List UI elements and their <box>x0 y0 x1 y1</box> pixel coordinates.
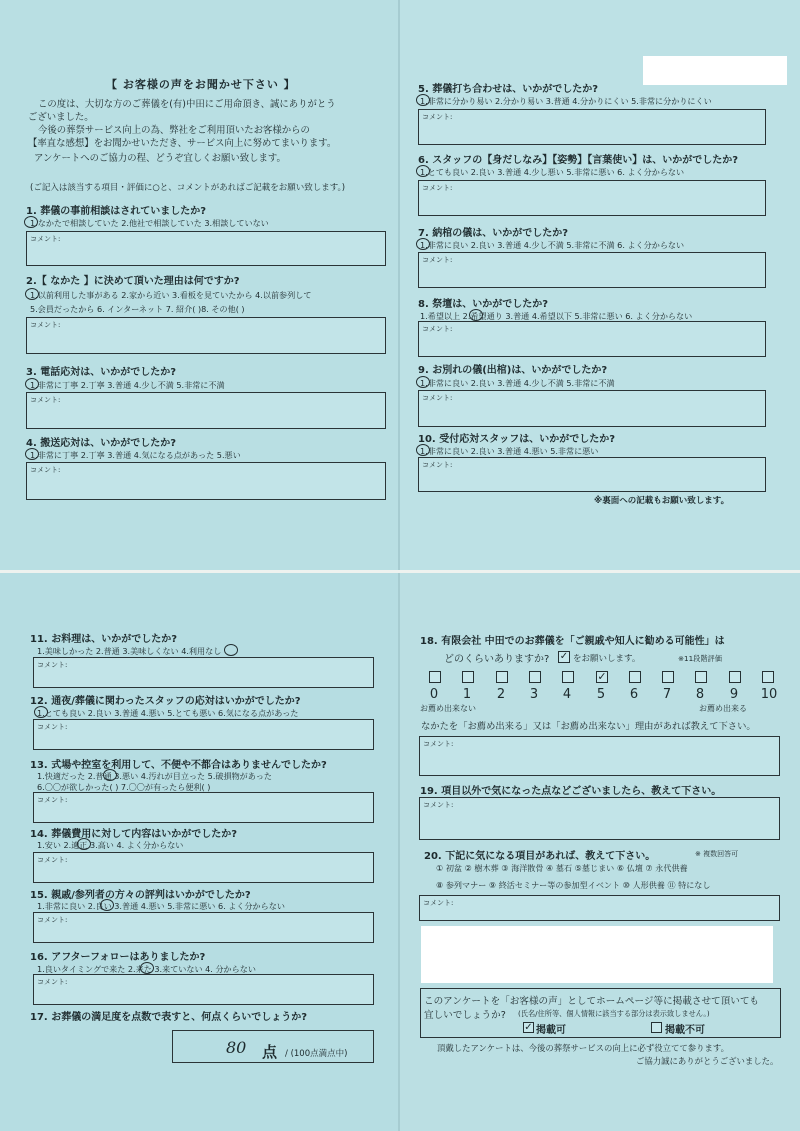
scale-number-1: 1 <box>462 687 472 702</box>
scale-checkbox-0[interactable] <box>429 671 441 683</box>
intro-line-2: ございました。 <box>28 112 94 123</box>
scale-number-10: 10 <box>760 687 778 702</box>
comment-label: コメント: <box>37 796 68 804</box>
comment-box-5[interactable] <box>418 109 766 145</box>
publish-deny-label: 掲載不可 <box>665 1025 705 1036</box>
score-value: 80 <box>226 1038 247 1057</box>
answer-circle <box>416 444 430 456</box>
question-9-options: 1.非常に良い 2.良い 3.普通 4.少し不満 5.非常に不満 <box>420 378 615 388</box>
question-2-options-1: 1.以前利用した事がある 2.家から近い 3.看板を見ていたから 4.以前参列して <box>30 290 312 300</box>
question-13: 13. 式場や控室を利用して、不便や不都合はありませんでしたか? <box>30 760 327 771</box>
question-18: 18. 有限会社 中田でのお葬儀を「ご親戚や知人に勧める可能性」は <box>420 636 725 647</box>
question-8: 8. 祭壇は、いかがでしたか? <box>418 299 549 310</box>
question-7: 7. 納棺の儀は、いかがでしたか? <box>418 228 569 239</box>
answer-circle <box>224 644 238 656</box>
comment-box-10[interactable] <box>418 457 766 492</box>
question-15: 15. 親戚/参列者の方々の評判はいかがでしたか? <box>30 890 251 901</box>
fold-line-vertical <box>398 0 400 1131</box>
scale-number-5: 5 <box>596 687 606 702</box>
comment-label: コメント: <box>30 396 61 404</box>
comment-label: コメント: <box>423 740 454 748</box>
comment-box-18[interactable] <box>419 736 780 776</box>
question-18-line-3: をお願いします。 <box>573 654 641 664</box>
question-12-options: 1.とても良い 2.良い 3.普通 4.悪い 5.とても悪い 6.気になる点があった <box>37 708 299 718</box>
scale-checkbox-7[interactable] <box>662 671 674 683</box>
answer-circle <box>100 899 114 911</box>
scale-number-2: 2 <box>496 687 506 702</box>
comment-label: コメント: <box>422 461 453 469</box>
question-11-options: 1.美味しかった 2.普通 3.美味しくない 4.利用なし <box>37 646 222 656</box>
question-7-options: 1.非常に良い 2.良い 3.普通 4.少し不満 5.非常に不満 6. よく分からない <box>420 240 685 250</box>
comment-box-16[interactable] <box>33 974 374 1005</box>
answer-circle <box>25 448 39 460</box>
instruction-note: (ご記入は該当する項目・評価に○と、コメントがあればご記載をお願い致します。) <box>30 183 346 193</box>
question-10-options: 1.非常に良い 2.良い 3.普通 4.悪い 5.非常に悪い <box>420 446 599 456</box>
scale-number-8: 8 <box>695 687 705 702</box>
question-20-options-2: ⑧ 参列マナー ⑨ 終活セミナー等の参加型イベント ⑩ 人形供養 ⑪ 特になし <box>436 880 711 890</box>
comment-label: コメント: <box>423 801 454 809</box>
comment-box-2[interactable] <box>26 317 386 354</box>
publish-line-3: (氏名/住所等、個人情報に該当する部分は表示致しません。) <box>518 1009 710 1018</box>
comment-box-6[interactable] <box>418 180 766 216</box>
publish-line-1: このアンケートを「お客様の声」としてホームページ等に掲載させて頂いても <box>424 996 760 1007</box>
comment-label: コメント: <box>422 325 453 333</box>
question-15-options: 1.非常に良い 2.良い 3.普通 4.悪い 5.非常に悪い 6. よく分からない <box>37 901 285 911</box>
comment-label: コメント: <box>37 723 68 731</box>
comment-label: コメント: <box>37 978 68 986</box>
publish-deny-checkbox[interactable] <box>651 1022 662 1033</box>
question-17: 17. お葬儀の満足度を点数で表すと、何点くらいでしょうか? <box>30 1012 307 1023</box>
question-6: 6. スタッフの【身だしなみ】【姿勢】【言葉使い】は、いかがでしたか? <box>418 155 739 166</box>
question-19: 19. 項目以外で気になった点などございましたら、教えて下さい。 <box>420 786 722 797</box>
scale-checkbox-4[interactable] <box>562 671 574 683</box>
fold-line-horizontal <box>0 570 800 573</box>
comment-label: コメント: <box>37 916 68 924</box>
intro-line-3: 今後の葬祭サービス向上の為、弊社をご利用頂いたお客様からの <box>38 125 310 136</box>
scale-checkbox-8[interactable] <box>695 671 707 683</box>
comment-box-1[interactable] <box>26 231 386 266</box>
score-note: / (100点満点中) <box>285 1049 348 1059</box>
comment-box-7[interactable] <box>418 252 766 288</box>
redacted-area <box>421 926 773 983</box>
scale-number-4: 4 <box>562 687 572 702</box>
scale-checkbox-3[interactable] <box>529 671 541 683</box>
thanks-line-2: ご協力誠にありがとうございました。 <box>636 1056 779 1066</box>
question-2-options-2: 5.会員だったから 6. インターネット 7. 紹介( )8. その他( ) <box>30 304 245 314</box>
question-1: 1. 葬儀の事前相談はされていましたか? <box>26 206 207 217</box>
question-3-options: 1.非常に丁寧 2.丁寧 3.普通 4.少し不満 5.非常に不満 <box>30 380 225 390</box>
question-12: 12. 通夜/葬儀に関わったスタッフの応対はいかがでしたか? <box>30 696 301 707</box>
publish-allow-label: 掲載可 <box>536 1025 566 1036</box>
scale-high-label: お薦め出来る <box>699 704 747 713</box>
scale-note: ※11段階評価 <box>678 654 722 663</box>
thanks-line-1: 頂戴したアンケートは、今後の葬祭サービスの向上に必ず役立てて参ります。 <box>437 1043 729 1053</box>
intro-line-4: 【率直な感想】をお聞かせいただき、サービス向上に努めてまいります。 <box>28 138 337 149</box>
question-20-note: ※ 複数回答可 <box>695 850 739 858</box>
question-4: 4. 搬送応対は、いかがでしたか? <box>26 438 177 449</box>
intro-line-5: アンケートへのご協力の程、どうぞ宜しくお願い致します。 <box>34 153 286 164</box>
comment-label: コメント: <box>37 856 68 864</box>
scale-checkbox-1[interactable] <box>462 671 474 683</box>
comment-box-3[interactable] <box>26 392 386 429</box>
answer-circle <box>25 288 39 300</box>
question-11: 11. お料理は、いかがでしたか? <box>30 634 177 645</box>
answer-circle <box>25 378 39 390</box>
comment-label: コメント: <box>30 235 61 243</box>
scale-checkbox-5[interactable]: ✓ <box>597 670 607 683</box>
comment-box-13[interactable] <box>33 792 374 823</box>
question-5-options: 1.非常に分かり易い 2.分かり易い 3.普通 4.分かりにくい 5.非常に分かりにくい <box>420 96 712 106</box>
comment-box-14[interactable] <box>33 852 374 883</box>
scale-checkbox-10[interactable] <box>762 671 774 683</box>
scale-low-label: お薦め出来ない <box>420 704 476 713</box>
question-16-options: 1.良いタイミングで来た 2.来た 3.来ていない 4. 分からない <box>37 964 256 974</box>
check-sample-box: ✓ <box>559 651 569 662</box>
question-8-options: 1.希望以上 2.希望通り 3.普通 4.希望以下 5.非常に悪い 6. よく分からない <box>420 311 693 321</box>
comment-label: コメント: <box>422 184 453 192</box>
comment-box-19[interactable] <box>419 797 780 840</box>
answer-circle <box>34 706 48 718</box>
comment-box-12[interactable] <box>33 719 374 750</box>
back-side-note: ※裏面への記載もお願い致します。 <box>594 496 730 506</box>
scale-number-3: 3 <box>529 687 539 702</box>
answer-circle <box>103 769 117 781</box>
scale-number-0: 0 <box>429 687 439 702</box>
question-16: 16. アフターフォローはありましたか? <box>30 952 206 963</box>
question-9: 9. お別れの儀(出棺)は、いかがでしたか? <box>418 365 608 376</box>
comment-box-15[interactable] <box>33 912 374 943</box>
answer-circle <box>416 238 430 250</box>
question-1-options: 1.なかたで相談していた 2.他社で相談していた 3.相談していない <box>30 218 269 228</box>
comment-label: コメント: <box>422 113 453 121</box>
scale-number-6: 6 <box>629 687 639 702</box>
score-unit: 点 <box>262 1043 278 1061</box>
publish-allow-checkbox[interactable]: ✓ <box>524 1022 533 1033</box>
comment-box-4[interactable] <box>26 462 386 500</box>
question-18-line-2: どのくらいありますか? <box>444 654 550 665</box>
scale-checkbox-9[interactable] <box>729 671 741 683</box>
comment-label: コメント: <box>423 899 454 907</box>
answer-circle <box>416 165 430 177</box>
comment-label: コメント: <box>422 256 453 264</box>
answer-circle <box>416 94 430 106</box>
answer-circle <box>140 962 154 974</box>
question-3: 3. 電話応対は、いかがでしたか? <box>26 367 177 378</box>
scale-number-9: 9 <box>729 687 739 702</box>
answer-circle <box>77 838 91 850</box>
question-14: 14. 葬儀費用に対して内容はいかがでしたか? <box>30 829 237 840</box>
question-10: 10. 受付応対スタッフは、いかがでしたか? <box>418 434 615 445</box>
comment-box-20[interactable] <box>419 895 780 921</box>
survey-title: 【 お客様の声をお聞かせ下さい 】 <box>106 78 296 91</box>
comment-label: コメント: <box>37 661 68 669</box>
answer-circle <box>416 376 430 388</box>
question-18-reason: なかたを「お薦め出来る」又は「お薦め出来ない」理由があれば教えて下さい。 <box>421 721 756 732</box>
scale-number-7: 7 <box>662 687 672 702</box>
scale-checkbox-2[interactable] <box>496 671 508 683</box>
question-6-options: 1.とても良い 2.良い 3.普通 4.少し悪い 5.非常に悪い 6. よく分からない <box>420 167 685 177</box>
question-2: 2.【 なかた 】に決めて頂いた理由は何ですか? <box>26 276 240 287</box>
intro-line-1: この度は、大切な方のご葬儀を(有)中田にご用命頂き、誠にありがとう <box>38 99 336 110</box>
answer-circle <box>469 309 483 321</box>
comment-label: コメント: <box>422 394 453 402</box>
question-13-options-1: 1.快適だった 2.普通 3.悪い 4.汚れが目立った 5.破損物があった <box>37 771 272 781</box>
comment-box-11[interactable] <box>33 657 374 688</box>
publish-line-2: 宜しいでしょうか? <box>424 1010 506 1021</box>
question-5: 5. 葬儀打ち合わせは、いかがでしたか? <box>418 84 599 95</box>
question-20-options-1: ① 初盆 ② 樹木葬 ③ 海洋散骨 ④ 墓石 ⑤墓じまい ⑥ 仏壇 ⑦ 永代供養 <box>436 863 688 873</box>
comment-label: コメント: <box>30 321 61 329</box>
comment-box-9[interactable] <box>418 390 766 427</box>
answer-circle <box>24 216 38 228</box>
scale-checkbox-6[interactable] <box>629 671 641 683</box>
question-14-options: 1.安い 2.適正 3.高い 4. よく分からない <box>37 840 184 850</box>
question-20: 20. 下記に気になる項目があれば、教えて下さい。 <box>424 851 656 862</box>
question-4-options: 1.非常に丁寧 2.丁寧 3.普通 4.気になる点があった 5.悪い <box>30 450 241 460</box>
question-13-options-2: 6.〇〇が欲しかった( ) 7.〇〇が有ったら便利( ) <box>37 782 211 792</box>
redacted-area <box>643 56 787 85</box>
comment-label: コメント: <box>30 466 61 474</box>
comment-box-8[interactable] <box>418 321 766 357</box>
